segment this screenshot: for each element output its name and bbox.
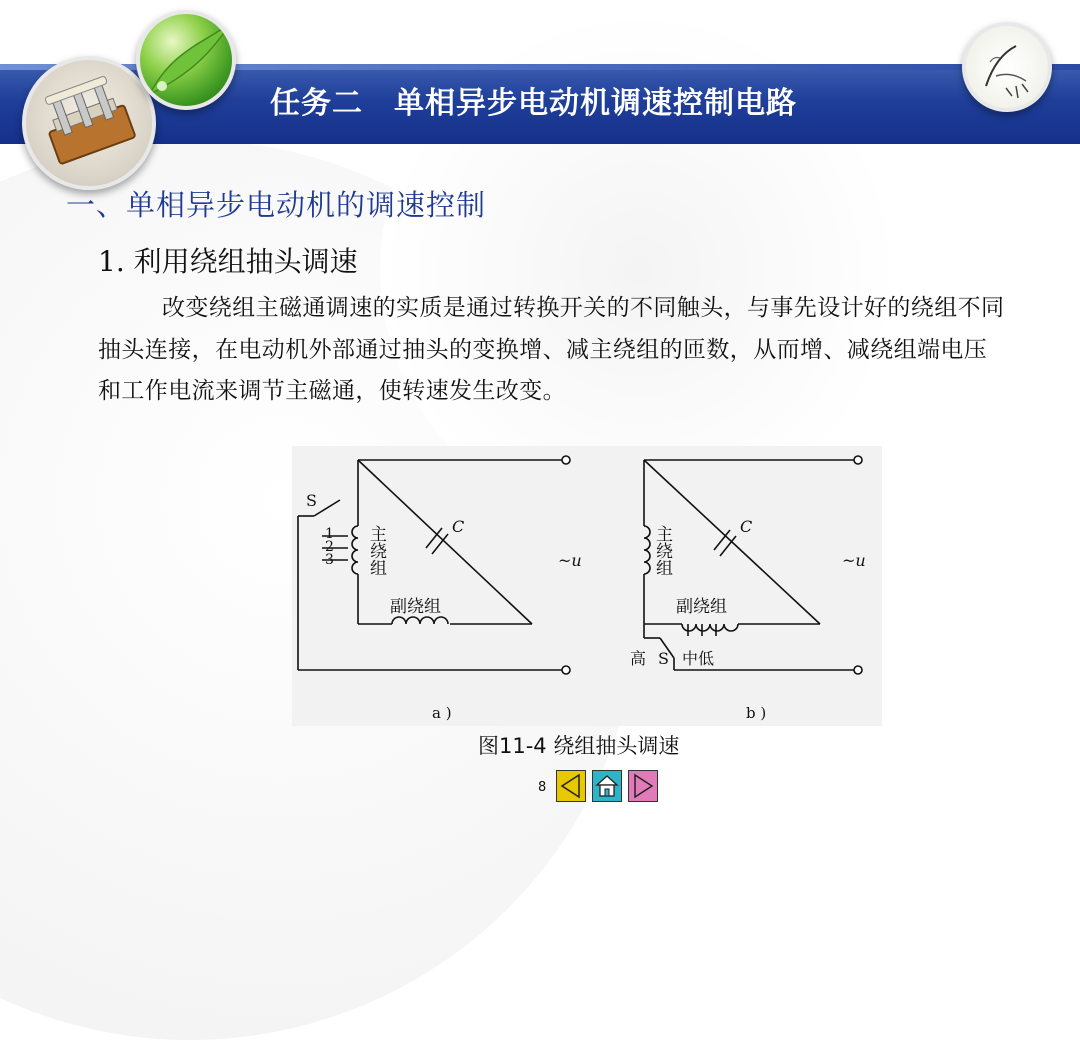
switch-label-b: S <box>658 649 669 668</box>
aux-winding-label-a: 副绕组 <box>390 597 441 617</box>
capacitor-label-b: C <box>740 517 753 536</box>
knife-switch-image <box>22 56 156 190</box>
figure-a-sublabel: a ) <box>432 704 452 722</box>
section-heading: 一、单相异步电动机的调速控制 <box>66 188 487 222</box>
aux-winding-label-b: 副绕组 <box>676 597 727 617</box>
supply-label-b: ~u <box>842 551 866 570</box>
main-winding-char-2: 绕 <box>370 542 387 562</box>
switch-high-label: 高 <box>630 649 647 668</box>
subsection-heading: 1. 利用绕组抽头调速 <box>98 245 358 278</box>
main-winding-char-3: 组 <box>370 559 387 579</box>
next-arrow-icon[interactable] <box>628 770 658 802</box>
main-winding-char-1: 主 <box>370 525 387 545</box>
tap-label-2: 2 <box>325 539 334 555</box>
main-winding-char-3-b: 组 <box>656 559 673 579</box>
switch-label-a: S <box>306 491 317 510</box>
ink-painting-image <box>962 22 1052 112</box>
slide-title: 任务二 单相异步电动机调速控制电路 <box>270 86 797 121</box>
prev-arrow-icon[interactable] <box>556 770 586 802</box>
supply-label-a: ~u <box>558 551 582 570</box>
tap-label-1: 1 <box>325 526 334 542</box>
home-icon[interactable] <box>592 770 622 802</box>
main-winding-char-1-b: 主 <box>656 525 673 545</box>
switch-mid-low-label: 中低 <box>682 649 715 668</box>
circuit-figure <box>292 446 882 726</box>
main-winding-char-2-b: 绕 <box>656 542 673 562</box>
tap-label-3: 3 <box>325 552 334 568</box>
capacitor-label-a: C <box>452 517 465 536</box>
page-number: 8 <box>538 780 547 795</box>
figure-b-sublabel: b ) <box>746 704 767 722</box>
leaf-image <box>136 10 236 110</box>
figure-caption: 图11-4 绕组抽头调速 <box>478 734 680 758</box>
body-paragraph: 改变绕组主磁通调速的实质是通过转换开关的不同触头，与事先设计好的绕组不同抽头连接，在电动机外部通过抽头的变换增、减主绕组的匝数，从而增、减绕组端电压和工作电流来调节主磁通，使转速发生改变。 <box>98 295 1005 404</box>
